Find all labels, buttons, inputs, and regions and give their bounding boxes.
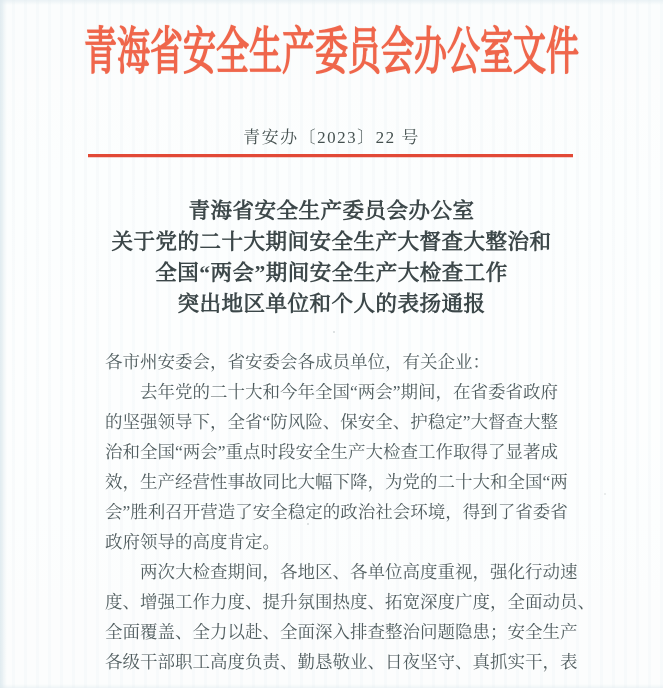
body-text-line: 各级干部职工高度负责、勤恳敬业、日夜坚守、真抓实干，表 xyxy=(105,652,578,672)
scan-speck xyxy=(307,523,309,525)
body-text-line: 两次大检查期间，各地区、各单位高度重视，强化行动速 xyxy=(140,562,578,582)
body-text-line: 去年党的二十大和今年全国“两会”期间，在省委省政府 xyxy=(140,382,559,402)
document-title xyxy=(0,196,663,320)
document-title-line: 青海省安全生产委员会办公室 xyxy=(188,199,475,223)
letterhead-title: 青海省安全生产委员会办公室文件 xyxy=(84,25,579,82)
scan-speck xyxy=(333,331,335,333)
document-body xyxy=(105,347,595,677)
salutation-line: 各市州安委会，省安委会各成员单位，有关企业： xyxy=(105,352,490,372)
document-title-line: 全国“两会”期间安全生产大检查工作 xyxy=(155,261,508,285)
document-title-line: 关于党的二十大期间安全生产大督查大整治和 xyxy=(111,230,552,254)
body-text-line: 会”胜利召开营造了安全稳定的政治社会环境，得到了省委省 xyxy=(105,502,568,522)
body-paragraph-lines xyxy=(105,377,595,677)
body-text-line: 治和全国“两会”重点时段安全生产大检查工作取得了显著成 xyxy=(105,442,559,462)
scan-edge-top xyxy=(0,0,663,5)
scan-edge-left xyxy=(0,0,7,688)
scan-speck xyxy=(268,213,271,215)
body-text-line: 全面覆盖、全力以赴、全面深入排查整治问题隐患；安全生产 xyxy=(105,622,578,642)
body-text-line: 政府领导的高度肯定。 xyxy=(105,532,280,552)
document-title-line: 突出地区单位和个人的表扬通报 xyxy=(177,292,486,316)
document-number: 青安办〔2023〕22 号 xyxy=(243,128,420,147)
scan-speck xyxy=(604,493,606,495)
red-divider-rule xyxy=(88,154,573,157)
scan-edge-bottom xyxy=(0,684,663,688)
body-text-line: 的坚强领导下，全省“防风险、保安全、护稳定”大督查大整 xyxy=(105,412,559,432)
body-text-line: 效，生产经营性事故同比大幅下降，为党的二十大和全国“两 xyxy=(105,472,568,492)
body-text-line: 度、增强工作力度、提升氛围热度、拓宽深度广度，全面动员、 xyxy=(105,592,595,612)
